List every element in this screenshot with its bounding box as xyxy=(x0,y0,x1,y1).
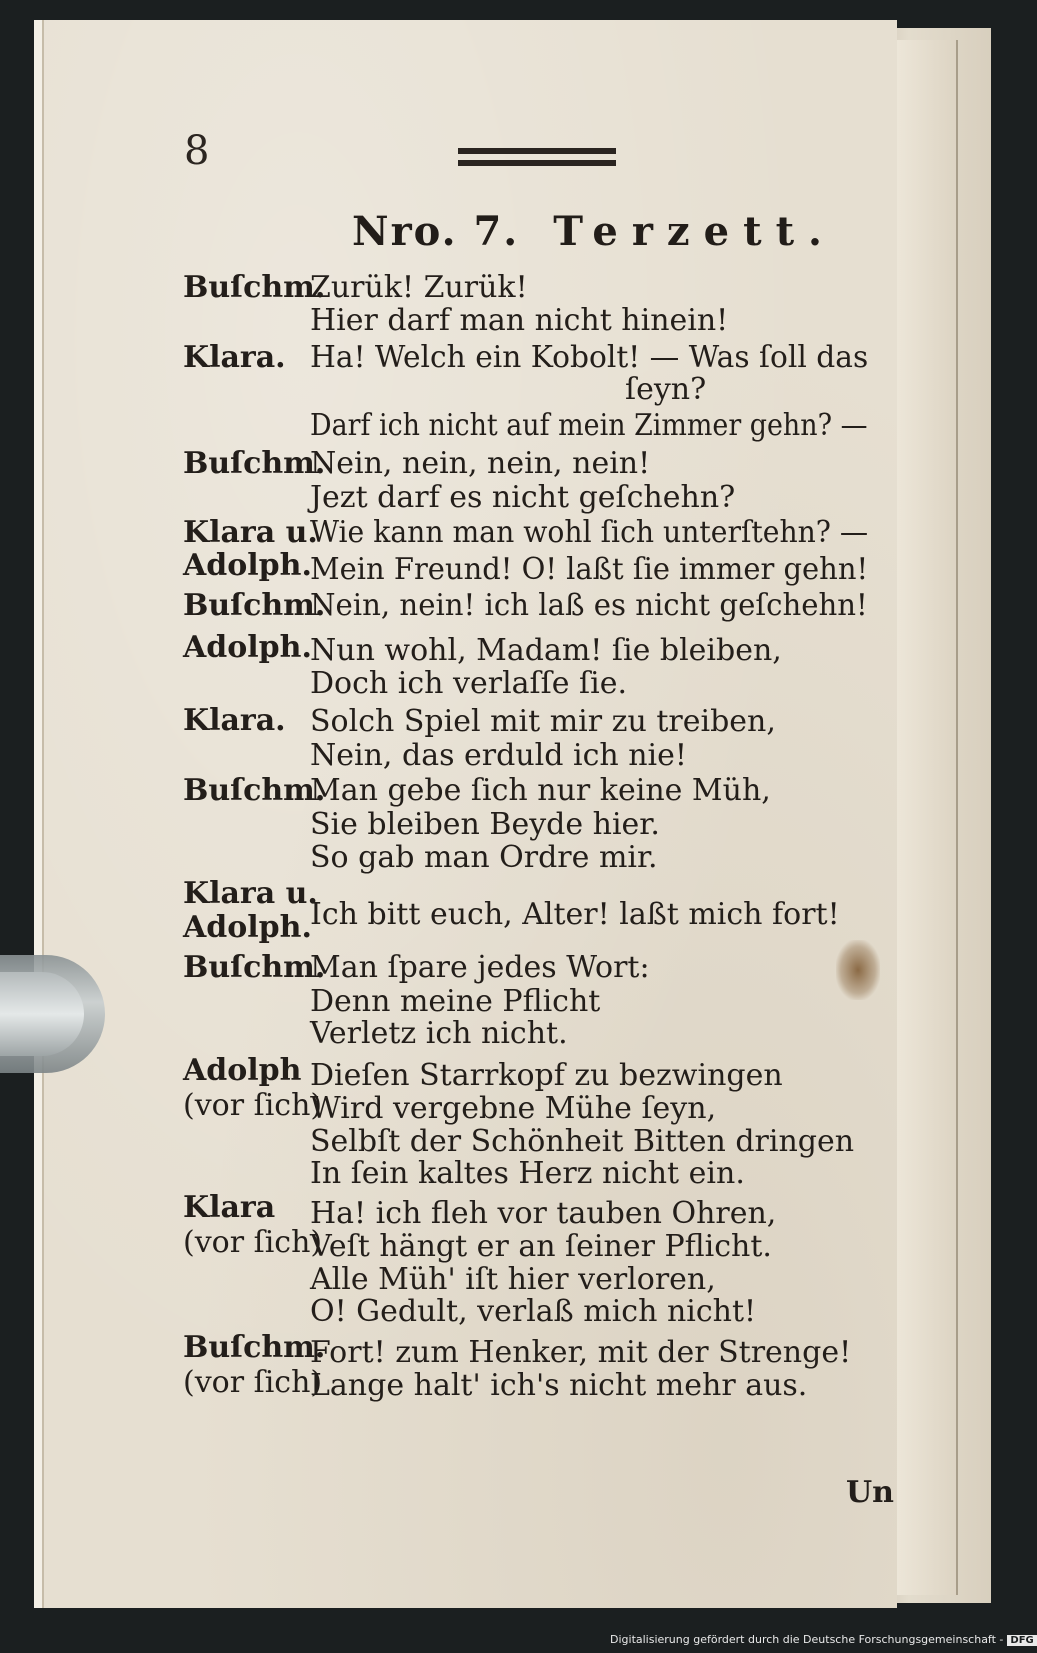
verse-line: Zurük! Zurük! xyxy=(310,270,528,305)
speaker-label: Klara u. xyxy=(183,515,318,550)
speaker-label: Klara. xyxy=(183,703,286,738)
verse-line: Solch Spiel mit mir zu treiben, xyxy=(310,704,776,739)
speaker-label: Adolph. xyxy=(183,630,312,665)
verse-line: Nun wohl, Madam! ſie bleiben, xyxy=(310,633,782,668)
page-clip-inner xyxy=(0,972,84,1056)
speaker-label: Adolph. xyxy=(183,910,312,945)
speaker-label: Buſchm. xyxy=(183,1330,326,1365)
speaker-label: Klara. xyxy=(183,340,286,375)
verse-line: Wird vergebne Mühe ſeyn, xyxy=(310,1091,717,1126)
speaker-label: Buſchm. xyxy=(183,950,326,985)
speaker-label: Adolph xyxy=(183,1053,302,1088)
speaker-label: Buſchm. xyxy=(183,588,326,623)
verse-line: ſeyn? xyxy=(625,372,707,407)
heading-number: Nro. 7. xyxy=(352,208,520,255)
verse-line: Nein, nein! ich laß es nicht geſchehn! xyxy=(310,588,868,623)
verse-line: Mein Freund! O! laßt ſie immer gehn! xyxy=(310,552,869,587)
verse-line: Hier darf man nicht hinein! xyxy=(310,303,729,338)
stage-direction: (vor ſich) xyxy=(183,1225,323,1260)
verse-line: Sie bleiben Beyde hier. xyxy=(310,807,660,842)
verse-line: Alle Müh' iſt hier verloren, xyxy=(310,1262,716,1297)
verse-line: Verletz ich nicht. xyxy=(310,1016,568,1051)
heading-title: Terzett. xyxy=(553,208,836,255)
verse-line: Nein, nein, nein, nein! xyxy=(310,446,651,481)
section-heading xyxy=(352,208,836,255)
credit-text: Digitalisierung gefördert durch die Deutsche Forschungsgemeinschaft - xyxy=(610,1633,1004,1646)
verse-line: Ich bitt euch, Alter! laßt mich fort! xyxy=(310,897,840,932)
verse-line: Man gebe ſich nur keine Müh, xyxy=(310,773,771,808)
verse-line: Lange halt' ich's nicht mehr aus. xyxy=(310,1368,808,1403)
verse-line: So gab man Ordre mir. xyxy=(310,840,658,875)
stage-direction: (vor ſich) xyxy=(183,1088,323,1123)
ornamental-rule xyxy=(458,148,616,168)
verse-line: In ſein kaltes Herz nicht ein. xyxy=(310,1156,745,1191)
verse-line: Darf ich nicht auf mein Zimmer gehn? — xyxy=(310,408,868,443)
digitization-credit xyxy=(610,1633,1037,1646)
verse-line: Nein, das erduld ich nie! xyxy=(310,738,687,773)
speaker-label: Buſchm. xyxy=(183,773,326,808)
speaker-label: Klara u. xyxy=(183,876,318,911)
dfg-logo: DFG xyxy=(1007,1635,1036,1646)
stage-direction: (vor ſich) xyxy=(183,1365,323,1400)
verse-line: Veſt hängt er an ſeiner Pflicht. xyxy=(310,1229,772,1264)
verse-line: Jezt darf es nicht geſchehn? xyxy=(310,480,736,515)
verse-line: Ha! Welch ein Kobolt! — Was ſoll das xyxy=(310,340,869,375)
verse-line: Doch ich verlaſſe ſie. xyxy=(310,666,628,701)
verse-line: Man ſpare jedes Wort: xyxy=(310,950,650,985)
speaker-label: Buſchm. xyxy=(183,270,326,305)
verse-line: Ha! ich fleh vor tauben Ohren, xyxy=(310,1196,777,1231)
verse-line: Fort! zum Henker, mit der Strenge! xyxy=(310,1335,852,1370)
speaker-label: Klara xyxy=(183,1190,276,1225)
verse-line: Selbſt der Schönheit Bitten dringen xyxy=(310,1124,855,1159)
speaker-label: Buſchm. xyxy=(183,446,326,481)
verse-line: Wie kann man wohl ſich unterſtehn? — xyxy=(310,515,869,550)
speaker-label: Adolph. xyxy=(183,548,312,583)
verse-line: O! Gedult, verlaß mich nicht! xyxy=(310,1294,757,1329)
catchword: Un xyxy=(846,1475,894,1510)
paper-stain xyxy=(836,940,880,1000)
page-number: 8 xyxy=(184,128,210,174)
verse-line: Dieſen Starrkopf zu bezwingen xyxy=(310,1058,783,1093)
verse-line: Denn meine Pflicht xyxy=(310,984,601,1019)
